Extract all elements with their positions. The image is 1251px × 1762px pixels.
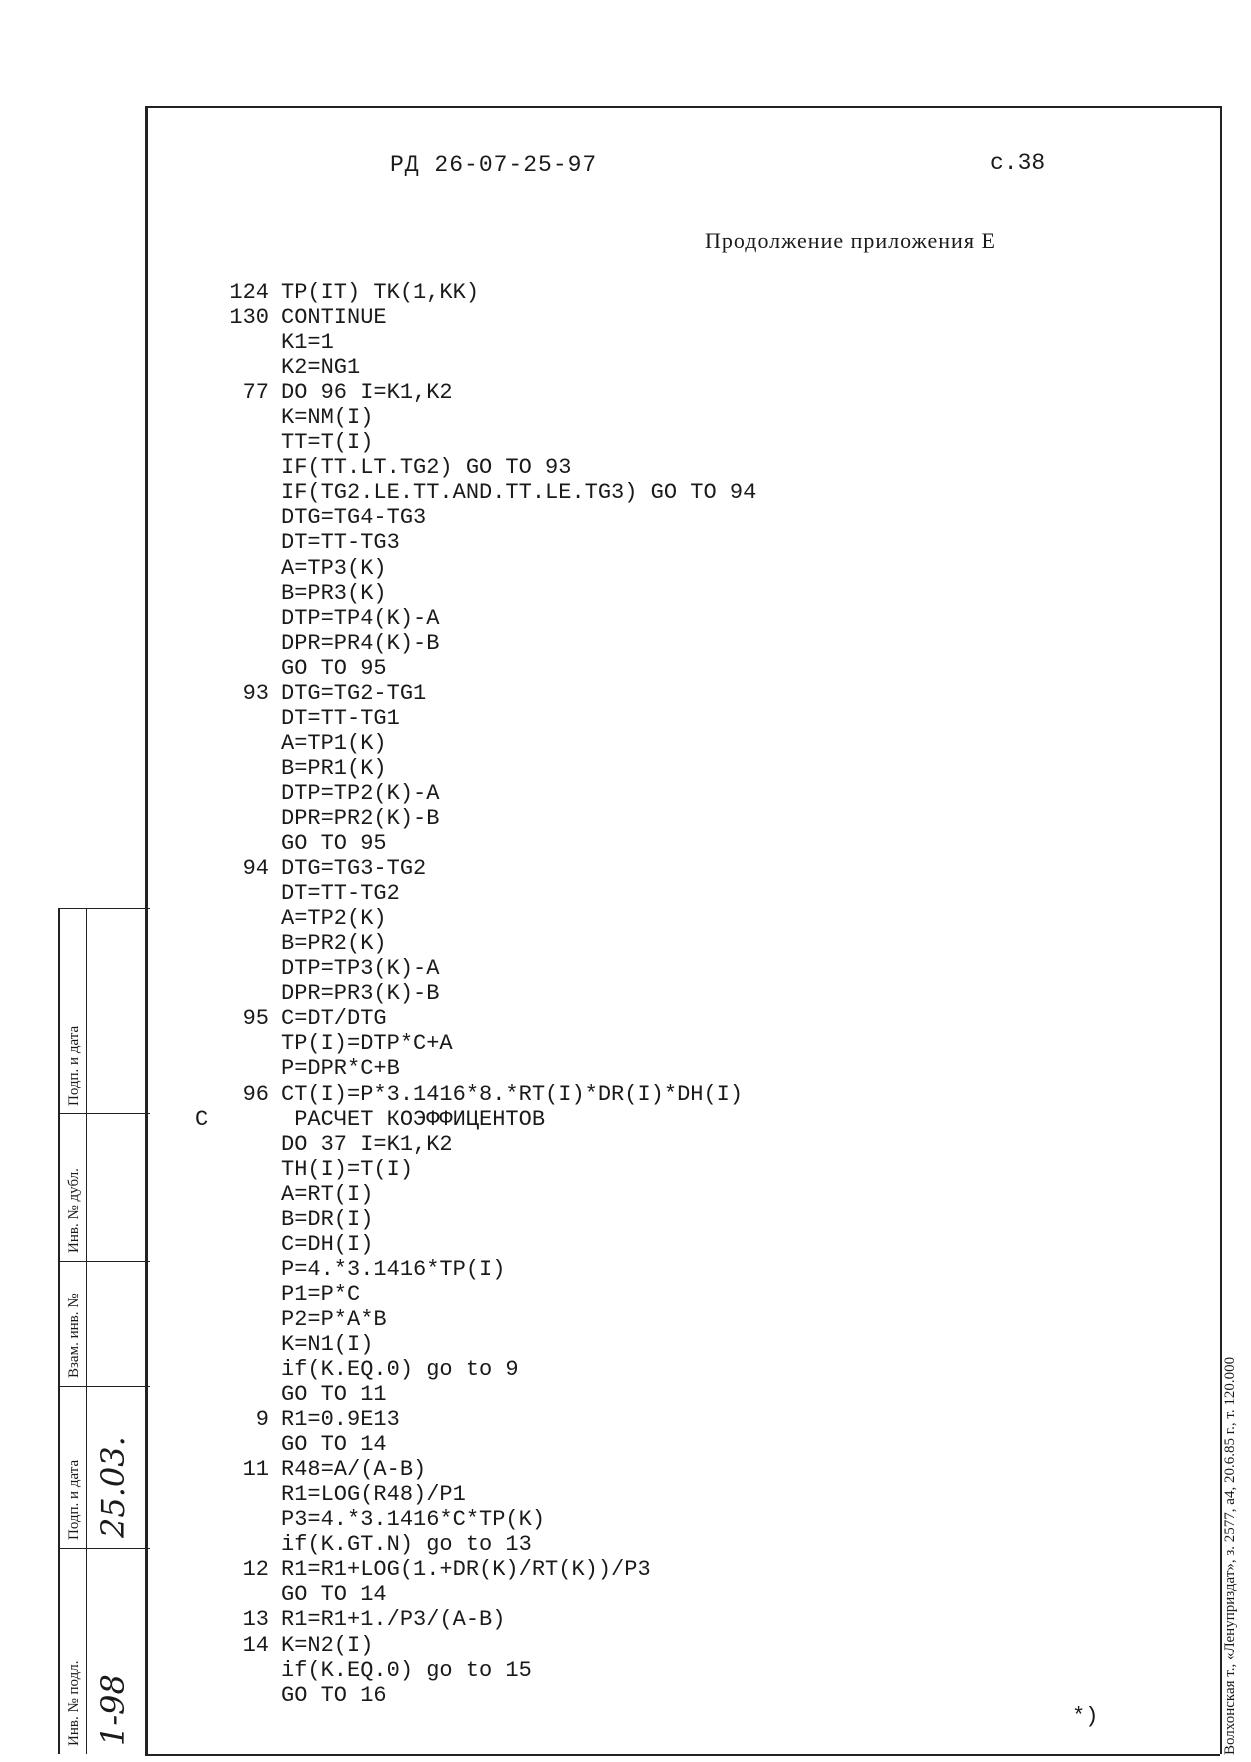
code-line <box>195 1633 756 1658</box>
code-line <box>195 1207 756 1232</box>
statement-label <box>195 530 269 555</box>
code-line <box>195 706 756 731</box>
statement-text: A=TP1(K) <box>281 730 387 756</box>
code-line <box>195 556 756 581</box>
code-line <box>195 906 756 931</box>
stamp-row-divider <box>60 1261 150 1262</box>
code-line <box>195 455 756 480</box>
statement-text: РАСЧЕТ КОЭФФИЦЕНТОВ <box>281 1106 546 1132</box>
statement-label <box>195 1157 269 1182</box>
statement-text: K2=NG1 <box>281 355 361 381</box>
statement-text: CONTINUE <box>281 305 387 331</box>
code-line <box>195 1157 756 1182</box>
frame-top-border <box>145 106 1220 108</box>
statement-text: K=N1(I) <box>281 1331 374 1357</box>
statement-text: GO TO 16 <box>281 1682 387 1708</box>
statement-text: CT(I)=P*3.1416*8.*RT(I)*DR(I)*DH(I) <box>281 1081 744 1107</box>
statement-label <box>195 1683 269 1708</box>
code-line <box>195 1006 756 1031</box>
code-line <box>195 781 756 806</box>
statement-label <box>195 1507 269 1532</box>
code-line <box>195 1332 756 1357</box>
statement-label: 13 <box>242 1607 269 1633</box>
statement-label <box>195 1282 269 1307</box>
statement-label <box>195 956 269 981</box>
statement-label <box>195 906 269 931</box>
statement-text: B=PR3(K) <box>281 580 387 606</box>
statement-label <box>195 581 269 606</box>
code-line <box>195 330 756 355</box>
statement-text: B=PR1(K) <box>281 755 387 781</box>
code-line <box>195 1056 756 1081</box>
statement-text: IF(TG2.LE.TT.AND.TT.LE.TG3) GO TO 94 <box>281 480 757 506</box>
code-line <box>195 581 756 606</box>
statement-label <box>195 756 269 781</box>
statement-label <box>195 355 269 380</box>
statement-label <box>195 1182 269 1207</box>
code-line <box>195 1132 756 1157</box>
statement-label <box>195 1332 269 1357</box>
statement-label <box>195 981 269 1006</box>
statement-text: K=N2(I) <box>281 1632 374 1658</box>
code-listing <box>195 280 756 1708</box>
statement-label <box>195 606 269 631</box>
statement-label: 9 <box>255 1407 269 1433</box>
stamp-column-divider <box>86 908 87 1754</box>
statement-text: R1=0.9E13 <box>281 1407 400 1433</box>
statement-text: DPR=PR4(K)-B <box>281 630 440 656</box>
code-comment-line <box>195 1107 756 1132</box>
statement-text: DTG=TG2-TG1 <box>281 680 427 706</box>
code-line <box>195 1658 756 1683</box>
statement-label <box>195 656 269 681</box>
code-line <box>195 380 756 405</box>
statement-text: DTG=TG4-TG3 <box>281 505 427 531</box>
footnote-mark: *) <box>1072 1704 1099 1729</box>
statement-label <box>195 781 269 806</box>
code-line <box>195 1582 756 1607</box>
statement-label: 11 <box>242 1457 269 1483</box>
stamp-row-divider <box>60 1113 150 1114</box>
statement-label <box>195 1432 269 1457</box>
statement-text: R48=A/(A-B) <box>281 1457 427 1483</box>
statement-text: P=4.*3.1416*TP(I) <box>281 1256 506 1282</box>
statement-label <box>195 1532 269 1557</box>
code-line <box>195 405 756 430</box>
statement-text: B=DR(I) <box>281 1206 374 1232</box>
statement-text: P1=P*C <box>281 1281 361 1307</box>
code-line <box>195 956 756 981</box>
code-line <box>195 1031 756 1056</box>
statement-text: P3=4.*3.1416*C*TP(K) <box>281 1507 546 1533</box>
statement-label: 93 <box>242 680 269 706</box>
statement-label <box>195 405 269 430</box>
approval-stamp-table <box>58 908 150 1754</box>
statement-label: 14 <box>242 1632 269 1658</box>
statement-text: P2=P*A*B <box>281 1306 387 1332</box>
code-line <box>195 1257 756 1282</box>
appendix-continuation: Продолжение приложения Е <box>705 228 996 253</box>
statement-label <box>195 1357 269 1382</box>
statement-text: DTG=TG3-TG2 <box>281 856 427 882</box>
code-line <box>195 1457 756 1482</box>
statement-text: DT=TT-TG2 <box>281 881 400 907</box>
statement-label: 130 <box>229 305 269 331</box>
code-line <box>195 1482 756 1507</box>
statement-label <box>195 706 269 731</box>
statement-text: DTP=TP4(K)-A <box>281 605 440 631</box>
printer-imprint: Волхонская т., «Ленуприздат», з. 2577, а4, 20.6.85 г., т. 120.000 <box>1222 1356 1238 1755</box>
stamp-label-sign-date: Подп. и дата <box>66 1459 82 1540</box>
statement-label <box>195 1132 269 1157</box>
code-line <box>195 606 756 631</box>
statement-text: DO 96 I=K1,K2 <box>281 380 453 406</box>
statement-label <box>195 1482 269 1507</box>
statement-text: if(K.EQ.0) go to 15 <box>281 1657 532 1683</box>
statement-text: DT=TT-TG1 <box>281 705 400 731</box>
stamp-row-divider <box>60 908 150 909</box>
stamp-row-divider <box>60 1548 150 1549</box>
statement-text: TT=T(I) <box>281 430 374 456</box>
statement-label <box>195 1031 269 1056</box>
statement-label: 95 <box>242 1006 269 1032</box>
code-line <box>195 1557 756 1582</box>
statement-text: P=DPR*C+B <box>281 1056 400 1082</box>
code-line <box>195 1683 756 1708</box>
statement-text: TP(I)=DTP*C+A <box>281 1031 453 1057</box>
code-line <box>195 756 756 781</box>
code-line <box>195 856 756 881</box>
code-line <box>195 1282 756 1307</box>
code-line <box>195 480 756 505</box>
statement-label <box>195 881 269 906</box>
statement-label: C <box>195 1106 209 1132</box>
code-line <box>195 1232 756 1257</box>
statement-text: TP(IT) TK(1,KK) <box>281 280 480 305</box>
code-line <box>195 1407 756 1432</box>
code-line <box>195 681 756 706</box>
code-line <box>195 1507 756 1532</box>
code-line <box>195 430 756 455</box>
stamp-row-divider <box>60 1386 150 1387</box>
statement-text: R1=R1+1./P3/(A-B) <box>281 1607 506 1633</box>
statement-label <box>195 1056 269 1081</box>
code-line <box>195 1432 756 1457</box>
statement-text: R1=R1+LOG(1.+DR(K)/RT(K))/P3 <box>281 1557 651 1583</box>
statement-label <box>195 831 269 856</box>
statement-label: 77 <box>242 380 269 406</box>
statement-text: GO TO 14 <box>281 1582 387 1608</box>
statement-text: IF(TT.LT.TG2) GO TO 93 <box>281 455 572 481</box>
code-line <box>195 1082 756 1107</box>
statement-text: C=DH(I) <box>281 1231 374 1257</box>
code-line <box>195 1307 756 1332</box>
code-line <box>195 1357 756 1382</box>
stamp-label-inv-duplicate: Инв. № дубл. <box>66 1168 82 1253</box>
code-line <box>195 505 756 530</box>
code-line <box>195 931 756 956</box>
code-line <box>195 530 756 555</box>
code-line <box>195 981 756 1006</box>
code-line <box>195 656 756 681</box>
statement-text: DPR=PR2(K)-B <box>281 805 440 831</box>
statement-label <box>195 1307 269 1332</box>
statement-label: 96 <box>242 1081 269 1107</box>
page-number: с.38 <box>990 150 1046 176</box>
code-line <box>195 881 756 906</box>
statement-text: B=PR2(K) <box>281 931 387 957</box>
code-line <box>195 806 756 831</box>
code-line <box>195 631 756 656</box>
statement-label <box>195 556 269 581</box>
statement-label <box>195 505 269 530</box>
statement-text: if(K.EQ.0) go to 9 <box>281 1357 519 1383</box>
statement-label <box>195 806 269 831</box>
statement-text: DO 37 I=K1,K2 <box>281 1131 453 1157</box>
statement-label: 94 <box>242 856 269 882</box>
statement-text: if(K.GT.N) go to 13 <box>281 1532 532 1558</box>
statement-text: A=TP2(K) <box>281 906 387 932</box>
code-line <box>195 1607 756 1632</box>
statement-label <box>195 1658 269 1683</box>
statement-text: C=DT/DTG <box>281 1006 387 1032</box>
statement-text: DTP=TP3(K)-A <box>281 956 440 982</box>
statement-text: GO TO 95 <box>281 831 387 857</box>
statement-text: GO TO 11 <box>281 1382 387 1408</box>
stamp-label-sign-date: Подп. и дата <box>66 1025 82 1106</box>
statement-label <box>195 1257 269 1282</box>
code-line <box>195 305 756 330</box>
code-line <box>195 831 756 856</box>
statement-text: DT=TT-TG3 <box>281 530 400 556</box>
statement-label <box>195 631 269 656</box>
stamp-label-inv-original: Инв. № подл. <box>66 1660 82 1746</box>
statement-label <box>195 455 269 480</box>
handwritten-sign-date: 25.03. <box>94 1436 132 1538</box>
code-line <box>195 1182 756 1207</box>
stamp-label-replacement-inv: Взам. инв. № <box>66 1293 82 1378</box>
frame-bottom-border <box>145 1754 1220 1756</box>
statement-text: A=RT(I) <box>281 1181 374 1207</box>
document-code: РД 26-07-25-97 <box>390 152 598 178</box>
code-line <box>195 1532 756 1557</box>
statement-label <box>195 1232 269 1257</box>
statement-text: DTP=TP2(K)-A <box>281 780 440 806</box>
statement-text: DPR=PR3(K)-B <box>281 981 440 1007</box>
statement-text: GO TO 14 <box>281 1432 387 1458</box>
handwritten-inventory-number: 1-98 <box>94 1674 132 1746</box>
statement-label <box>195 480 269 505</box>
statement-text: R1=LOG(R48)/P1 <box>281 1482 466 1508</box>
code-line <box>195 280 756 305</box>
statement-label <box>195 931 269 956</box>
statement-text: K1=1 <box>281 330 334 356</box>
code-line <box>195 355 756 380</box>
statement-label <box>195 1207 269 1232</box>
statement-label <box>195 330 269 355</box>
statement-text: TH(I)=T(I) <box>281 1156 414 1182</box>
statement-label: 124 <box>229 280 269 305</box>
code-line <box>195 1382 756 1407</box>
statement-label: 12 <box>242 1557 269 1583</box>
statement-label <box>195 731 269 756</box>
statement-label <box>195 1582 269 1607</box>
statement-label <box>195 1382 269 1407</box>
code-line <box>195 731 756 756</box>
statement-text: K=NM(I) <box>281 405 374 431</box>
statement-text: GO TO 95 <box>281 655 387 681</box>
statement-label <box>195 430 269 455</box>
statement-text: A=TP3(K) <box>281 555 387 581</box>
